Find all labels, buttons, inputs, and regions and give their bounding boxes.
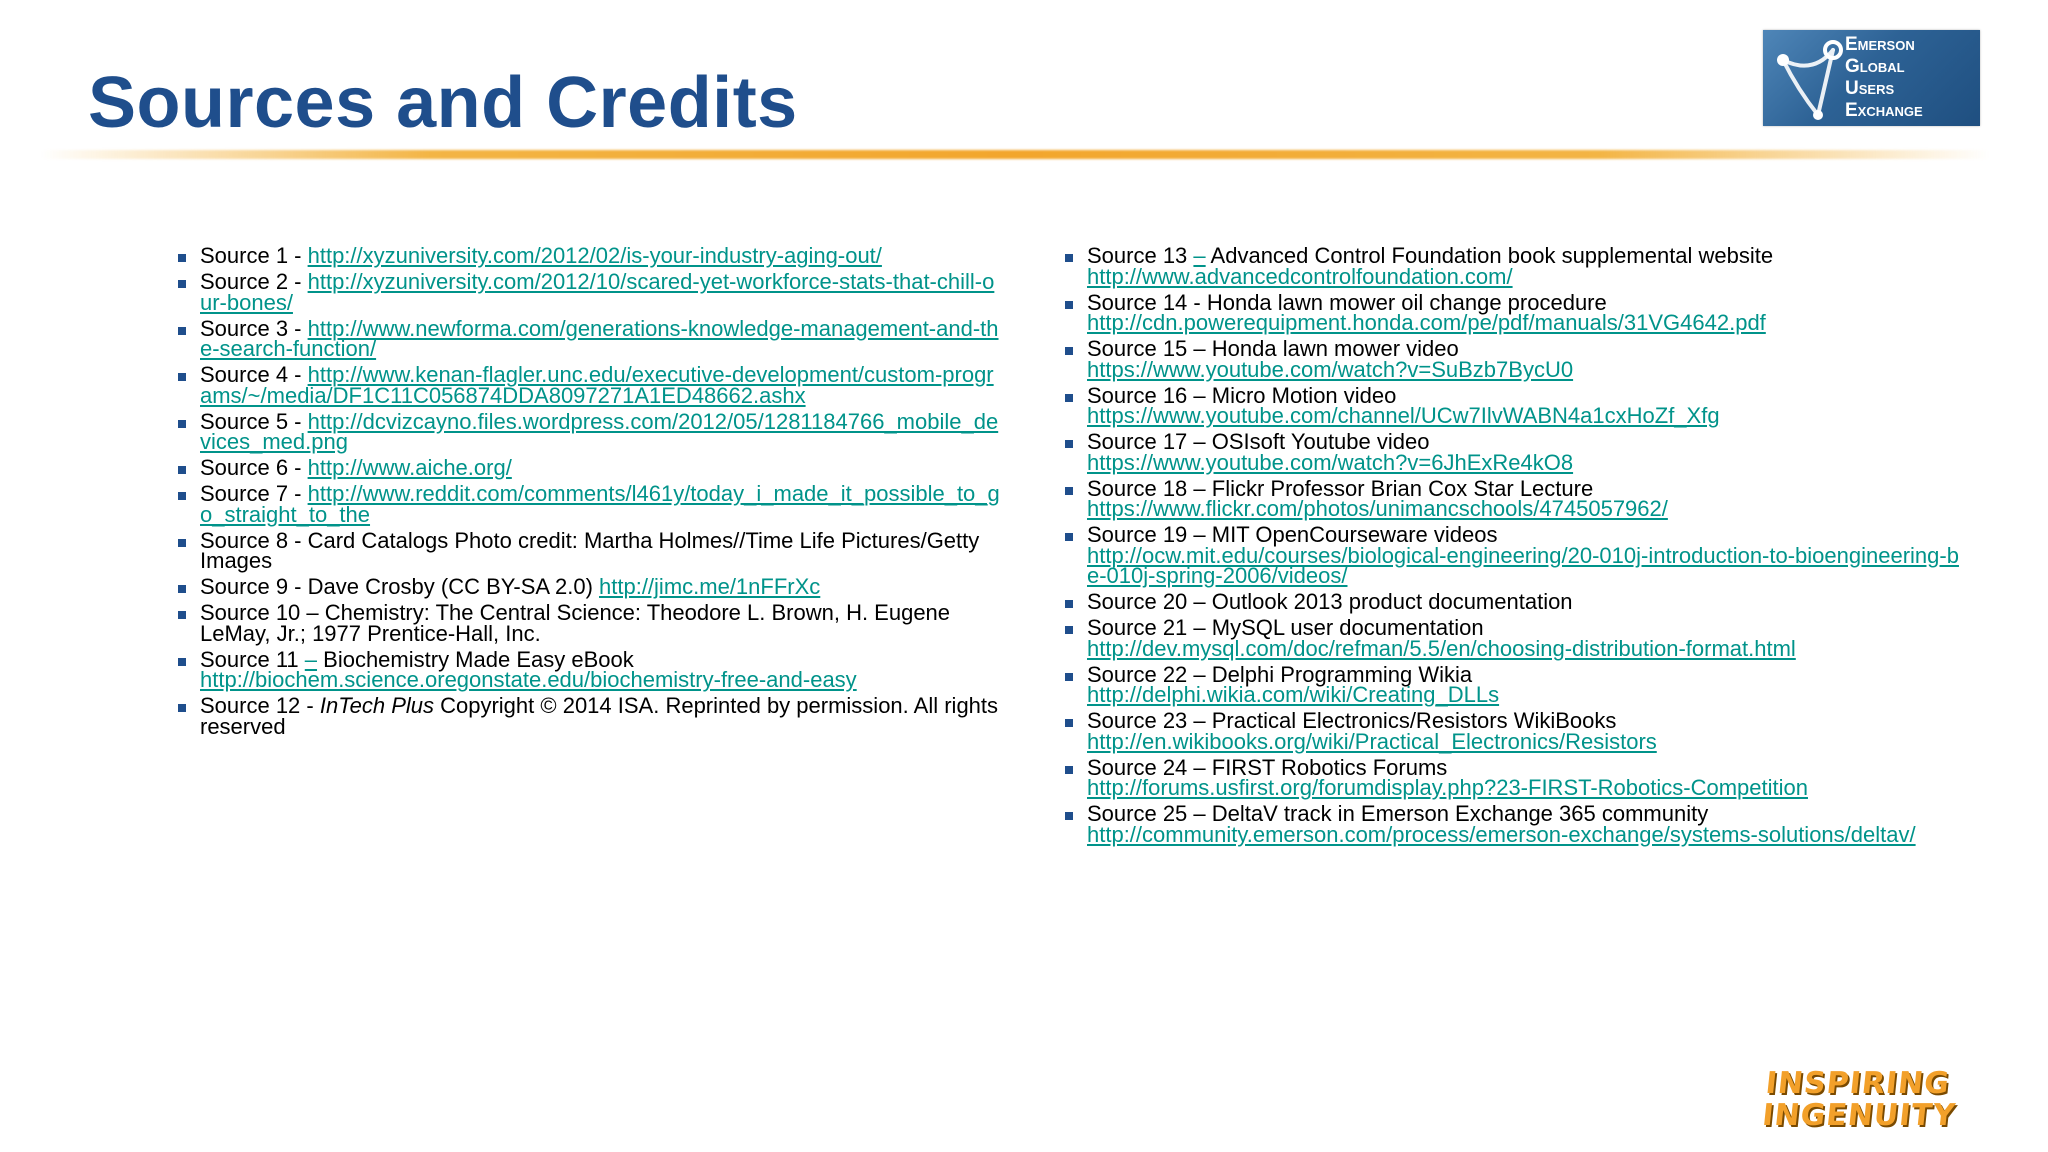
source-item [174, 646, 1004, 692]
source-label: Source 18 – Flickr Professor Brian Cox Star Lecture [1087, 475, 1594, 501]
source-link[interactable]: http://dcvizcayno.files.wordpress.com/2012/05/1281184766_mobile_devices_med.png [200, 408, 999, 454]
bullet-icon [178, 704, 186, 712]
bullet-icon [178, 420, 186, 428]
bullet-icon [178, 466, 186, 474]
source-item [1061, 336, 1961, 382]
bullet-icon [1065, 626, 1073, 634]
source-item [1061, 615, 1961, 661]
source-link[interactable]: http://delphi.wikia.com/wiki/Creating_DLLs [1087, 682, 1500, 707]
source-link[interactable]: https://www.youtube.com/watch?v=SuBzb7BycU0 [1087, 356, 1574, 382]
source-item [1061, 801, 1961, 847]
source-item [1061, 522, 1961, 588]
bullet-icon [1065, 394, 1073, 402]
source-description: Biochemistry Made Easy eBook [317, 646, 634, 672]
source-item [174, 481, 1004, 527]
logo-text-line: Global [1845, 56, 1905, 77]
bullet-icon [178, 492, 186, 500]
badge-text-line: INSPIRING [1763, 1066, 1952, 1101]
bullet-icon [178, 373, 186, 381]
emerson-global-users-exchange-logo [1763, 30, 1980, 126]
source-link[interactable]: http://dev.mysql.com/doc/refman/5.5/en/choosing-distribution-format.html [1087, 635, 1796, 661]
bullet-icon [1065, 812, 1073, 820]
source-item [1061, 475, 1961, 521]
source-label: Source 22 – Delphi Programming Wikia [1087, 661, 1473, 687]
source-label: Source 23 – Practical Electronics/Resistors WikiBooks [1087, 708, 1617, 733]
source-item [174, 455, 1004, 480]
source-link[interactable]: http://cdn.powerequipment.honda.com/pe/pdf/manuals/31VG4642.pdf [1087, 310, 1766, 335]
source-link[interactable]: https://www.youtube.com/watch?v=6JhExRe4kO8 [1087, 449, 1574, 475]
bullet-icon [1065, 533, 1073, 541]
source-item [174, 362, 1004, 408]
bullet-icon [178, 611, 186, 619]
source-label: Source 17 – OSIsoft Youtube video [1087, 429, 1430, 454]
source-label: Source 7 - [200, 481, 308, 506]
source-item [174, 269, 1004, 315]
source-label: Source 3 - [200, 315, 308, 341]
source-link[interactable]: http://www.aiche.org/ [307, 455, 512, 480]
source-label: Source 13 [1087, 243, 1194, 268]
source-label: Source 6 - [200, 455, 308, 480]
source-label: Source 1 - [200, 243, 308, 268]
source-label: Source 10 – Chemistry: The Central Science: Theodore L. Brown, H. Eugene LeMay, Jr.; 1977 Prentice-Hall, Inc. [200, 600, 951, 646]
source-label: Source 25 – DeltaV track in Emerson Exchange 365 community [1087, 801, 1709, 826]
inspiring-ingenuity-badge [1761, 1068, 1961, 1132]
logo-text [1845, 34, 1923, 122]
source-dash-link[interactable]: – [1193, 243, 1206, 268]
source-item [174, 243, 1004, 268]
sources-left-column [174, 243, 1004, 743]
source-link[interactable]: http://www.advancedcontrolfoundation.com/ [1087, 263, 1513, 289]
source-item [1061, 429, 1961, 475]
source-description: Copyright © 2014 ISA. Reprinted by permission. All rights reserved [200, 693, 999, 739]
source-link[interactable]: http://www.newforma.com/generations-knowledge-management-and-the-search-function/ [200, 315, 999, 361]
logo-text-line: Exchange [1845, 100, 1923, 121]
source-item [174, 315, 1004, 361]
source-label: Source 20 – Outlook 2013 product documentation [1087, 589, 1573, 614]
source-link[interactable]: http://ocw.mit.edu/courses/biological-engineering/20-010j-introduction-to-bioengineering-be-010j-spring-2006/videos/ [1087, 542, 1959, 588]
bullet-icon [1065, 487, 1073, 495]
source-link[interactable]: http://forums.usfirst.org/forumdisplay.php?23-FIRST-Robotics-Competition [1087, 775, 1808, 800]
source-label: Source 8 - Card Catalogs Photo credit: Martha Holmes//Time Life Pictures/Getty Images [200, 527, 980, 573]
bullet-icon [1065, 347, 1073, 355]
source-item [174, 408, 1004, 454]
source-label: Source 12 - [200, 693, 320, 718]
badge-text-line: INGENUITY [1760, 1098, 1958, 1133]
source-description: Advanced Control Foundation book supplemental website [1205, 243, 1774, 268]
source-dash-link[interactable]: – [304, 646, 318, 672]
source-link[interactable]: http://xyzuniversity.com/2012/10/scared-yet-workforce-stats-that-chill-our-bones/ [200, 269, 995, 315]
source-label: Source 2 - [200, 269, 308, 294]
source-label: Source 21 – MySQL user documentation [1087, 615, 1484, 640]
source-label: Source 9 - Dave Crosby (CC BY-SA 2.0) [200, 574, 600, 599]
source-link[interactable]: http://community.emerson.com/process/emerson-exchange/systems-solutions/deltav/ [1087, 821, 1916, 847]
source-item [1061, 661, 1961, 707]
source-link[interactable]: https://www.youtube.com/channel/UCw7IlvWABN4a1cxHoZf_Xfg [1087, 403, 1720, 428]
sources-list-left [174, 243, 1004, 739]
source-item [1061, 243, 1961, 289]
bullet-icon [178, 585, 186, 593]
source-label: Source 5 - [200, 408, 308, 434]
source-item [174, 527, 1004, 573]
source-link[interactable]: http://www.reddit.com/comments/l461y/today_i_made_it_possible_to_go_straight_to_the [200, 481, 1000, 527]
bullet-icon [178, 539, 186, 547]
source-item [174, 600, 1004, 646]
bullet-icon [1065, 719, 1073, 727]
source-item [1061, 708, 1961, 754]
source-label: Source 14 - Honda lawn mower oil change procedure [1087, 289, 1607, 315]
source-link[interactable]: http://en.wikibooks.org/wiki/Practical_Electronics/Resistors [1087, 728, 1657, 754]
source-label: Source 19 – MIT OpenCourseware videos [1087, 522, 1498, 547]
bullet-icon [178, 327, 186, 335]
bullet-icon [1065, 254, 1073, 262]
bullet-icon [1065, 673, 1073, 681]
page-title: Sources and Credits [88, 63, 798, 143]
bullet-icon [1065, 766, 1073, 774]
bullet-icon [178, 658, 186, 666]
source-item [1061, 382, 1961, 428]
source-item [1061, 754, 1961, 800]
source-label: Source 24 – FIRST Robotics Forums [1087, 754, 1448, 780]
logo-text-line: Emerson [1845, 34, 1915, 55]
source-label: Source 16 – Micro Motion video [1087, 382, 1397, 408]
sources-list-right [1061, 243, 1961, 847]
title-divider [40, 150, 1990, 159]
sources-right-column [1061, 243, 1961, 851]
source-link[interactable]: http://biochem.science.oregonstate.edu/biochemistry-free-and-easy [200, 667, 857, 692]
source-link[interactable]: http://www.kenan-flagler.unc.edu/executive-development/custom-programs/~/media/DF1C11C056874DDA8097271A1ED48662.ashx [200, 362, 994, 408]
logo-text-line: Users [1845, 78, 1895, 99]
source-label: Source 15 – Honda lawn mower video [1087, 336, 1459, 361]
source-item [174, 574, 1004, 599]
bullet-icon [1065, 301, 1073, 309]
bullet-icon [1065, 440, 1073, 448]
bullet-icon [178, 280, 186, 288]
source-item [1061, 289, 1961, 335]
source-item [174, 693, 1004, 739]
source-label: Source 11 [200, 646, 305, 672]
source-item [1061, 589, 1961, 614]
source-publication-name: InTech Plus [319, 693, 434, 718]
bullet-icon [178, 254, 186, 262]
source-link[interactable]: http://jimc.me/1nFFrXc [599, 574, 821, 599]
source-link[interactable]: http://xyzuniversity.com/2012/02/is-your-industry-aging-out/ [307, 243, 882, 268]
source-label: Source 4 - [200, 362, 308, 387]
source-link[interactable]: https://www.flickr.com/photos/unimancschools/4745057962/ [1087, 496, 1668, 521]
bullet-icon [1065, 600, 1073, 608]
